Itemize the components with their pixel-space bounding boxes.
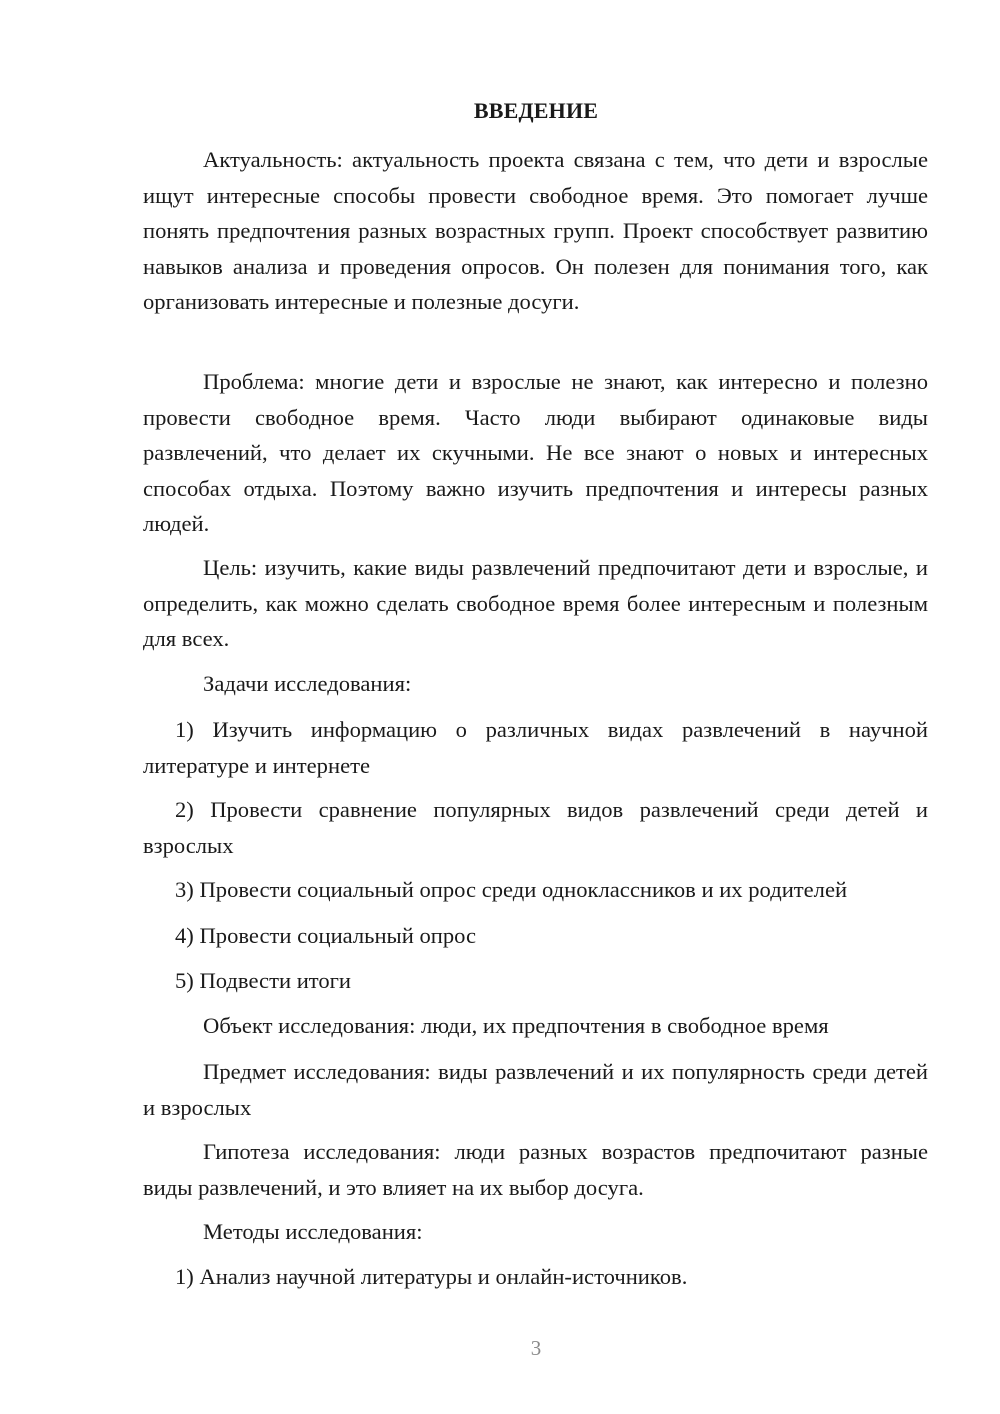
paragraph-relevance: Актуальность: актуальность проекта связана с тем, что дети и взрослые ищут интересные способы провести свободное время. Это помогает лучше понять предпочтения разных возрастных групп. Проект способствует развитию навыков анализа и проведения опросов. Он полезен для понимания того, как организовать интересные и полезные досуги. — [143, 147, 928, 314]
paragraph-problem: Проблема: многие дети и взрослые не знают, как интересно и полезно провести свободное время. Часто люди выбирают одинаковые виды развлечений, что делает их скучными. Не все знают о новых и интересных способах отдыха. Поэтому важно изучить предпочтения и интересы разных людей. — [143, 369, 928, 536]
method-item-1: 1) Анализ научной литературы и онлайн-источников. — [175, 1264, 688, 1289]
paragraph-subject: Предмет исследования: виды развлечений и их популярность среди детей и взрослых — [143, 1059, 928, 1120]
task-item-2: 2) Провести сравнение популярных видов развлечений среди детей и взрослых — [143, 797, 928, 858]
methods-heading: Методы исследования: — [203, 1219, 423, 1244]
page-number: 3 — [530, 1336, 542, 1360]
task-item-1: 1) Изучить информацию о различных видах развлечений в научной литературе и интернете — [143, 717, 928, 778]
paragraph-hypothesis: Гипотеза исследования: люди разных возрастов предпочитают разные виды развлечений, и это влияет на их выбор досуга. — [143, 1139, 928, 1200]
task-item-3: 3) Провести социальный опрос среди одноклассников и их родителей — [175, 877, 848, 902]
task-item-5: 5) Подвести итоги — [175, 968, 352, 993]
paragraph-goal: Цель: изучить, какие виды развлечений предпочитают дети и взрослые, и определить, как можно сделать свободное время более интересным и полезным для всех. — [143, 555, 928, 651]
task-item-4: 4) Провести социальный опрос — [175, 923, 477, 948]
tasks-heading: Задачи исследования: — [203, 671, 412, 696]
page-title: ВВЕДЕНИЕ — [473, 98, 599, 123]
paragraph-object: Объект исследования: люди, их предпочтения в свободное время — [203, 1013, 829, 1038]
